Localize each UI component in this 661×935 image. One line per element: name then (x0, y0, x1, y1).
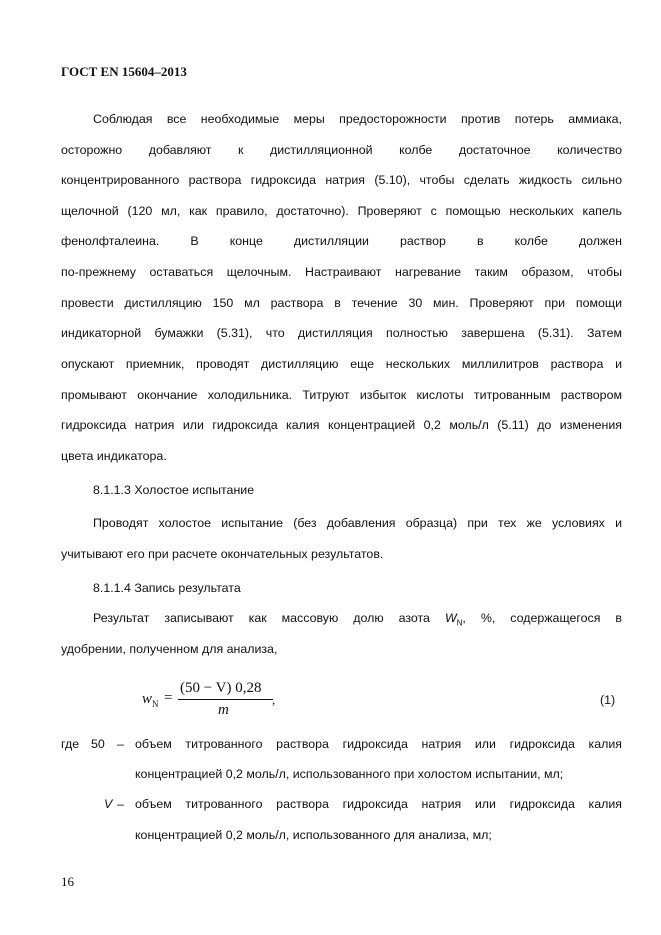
definition-1-line-1: объем титрованного раствора гидроксида натрия или гидроксида калия (135, 737, 622, 751)
definition-dash: – (117, 737, 124, 751)
paragraph-line: учитывают его при расчете окончательных результатов. (61, 547, 384, 561)
definition-2-line-2: концентрацией 0,2 моль/л, использованного для анализа, мл; (135, 828, 492, 842)
formula-number: (1) (600, 693, 616, 707)
definition-symbol-v: V (104, 797, 113, 811)
fraction-bar (178, 699, 273, 700)
symbol-w: W (444, 611, 457, 625)
paragraph-line: опускают приемник, проводят дистилляцию еще нескольких миллилитров раствора и (61, 357, 622, 371)
formula-1 (142, 680, 622, 720)
page-number: 16 (61, 874, 74, 889)
paragraph-line: Соблюдая все необходимые меры предосторожности против потерь аммиака, (93, 112, 622, 126)
formula-lhs-symbol: w (142, 691, 153, 707)
paragraph-line: фенолфталеина. В конце дистилляции раствор в колбе должен (61, 234, 622, 248)
definition-symbol-50: 50 (91, 737, 105, 751)
definitions-where: где (61, 737, 80, 751)
definition-1-line-2: концентрацией 0,2 моль/л, использованного при холостом испытании, мл; (135, 767, 564, 781)
section-heading-blank-test: 8.1.1.3 Холостое испытание (93, 483, 255, 497)
text-fragment: Результат записывают как массовую долю азота (93, 611, 445, 625)
document-header: ГОСТ EN 15604–2013 (61, 64, 187, 79)
paragraph-line: индикаторной бумажки (5.31), что дистилляция полностью завершена (5.31). Затем (61, 326, 622, 340)
paragraph-line: цвета индикатора. (61, 449, 167, 463)
paragraph-line: удобрении, полученном для анализа, (61, 642, 278, 656)
paragraph-line: осторожно добавляют к дистилляционной колбе достаточное количество (61, 143, 622, 157)
paragraph-line: провести дистилляцию 150 мл раствора в течение 30 мин. Проверяют при помощи (61, 296, 622, 310)
paragraph-line: гидроксида натрия или гидроксида калия концентрацией 0,2 моль/л (5.11) до изменения (61, 418, 622, 432)
definition-2-line-1: объем титрованного раствора гидроксида натрия или гидроксида калия (135, 797, 622, 811)
text-fragment: , %, содержащегося в (462, 611, 622, 625)
paragraph-line: концентрированного раствора гидроксида натрия (5.10), чтобы сделать жидкость сильно (61, 173, 622, 187)
formula-numerator: (50 − V) 0,28 (180, 680, 262, 696)
symbol-subscript: N (456, 618, 463, 628)
formula-denominator: m (218, 702, 229, 718)
paragraph-line-with-symbol (93, 610, 622, 631)
formula-lhs-subscript: N (152, 699, 159, 709)
formula-lhs (142, 691, 159, 709)
paragraph-line: промывают окончание холодильника. Титруют избыток кислоты титрованным раствором (61, 388, 622, 402)
formula-equals: = (164, 690, 173, 706)
section-heading-result: 8.1.1.4 Запись результата (93, 581, 241, 595)
definition-dash: – (117, 797, 124, 811)
paragraph-line: Проводят холостое испытание (без добавления образца) при тех же условиях и (93, 516, 622, 530)
paragraph-line: щелочной (120 мл, как правило, достаточно). Проверяют с помощью нескольких капель (61, 204, 622, 218)
paragraph-line: по-прежнему оставаться щелочным. Настраивают нагревание таким образом, чтобы (61, 265, 622, 279)
formula-comma: , (272, 692, 276, 707)
